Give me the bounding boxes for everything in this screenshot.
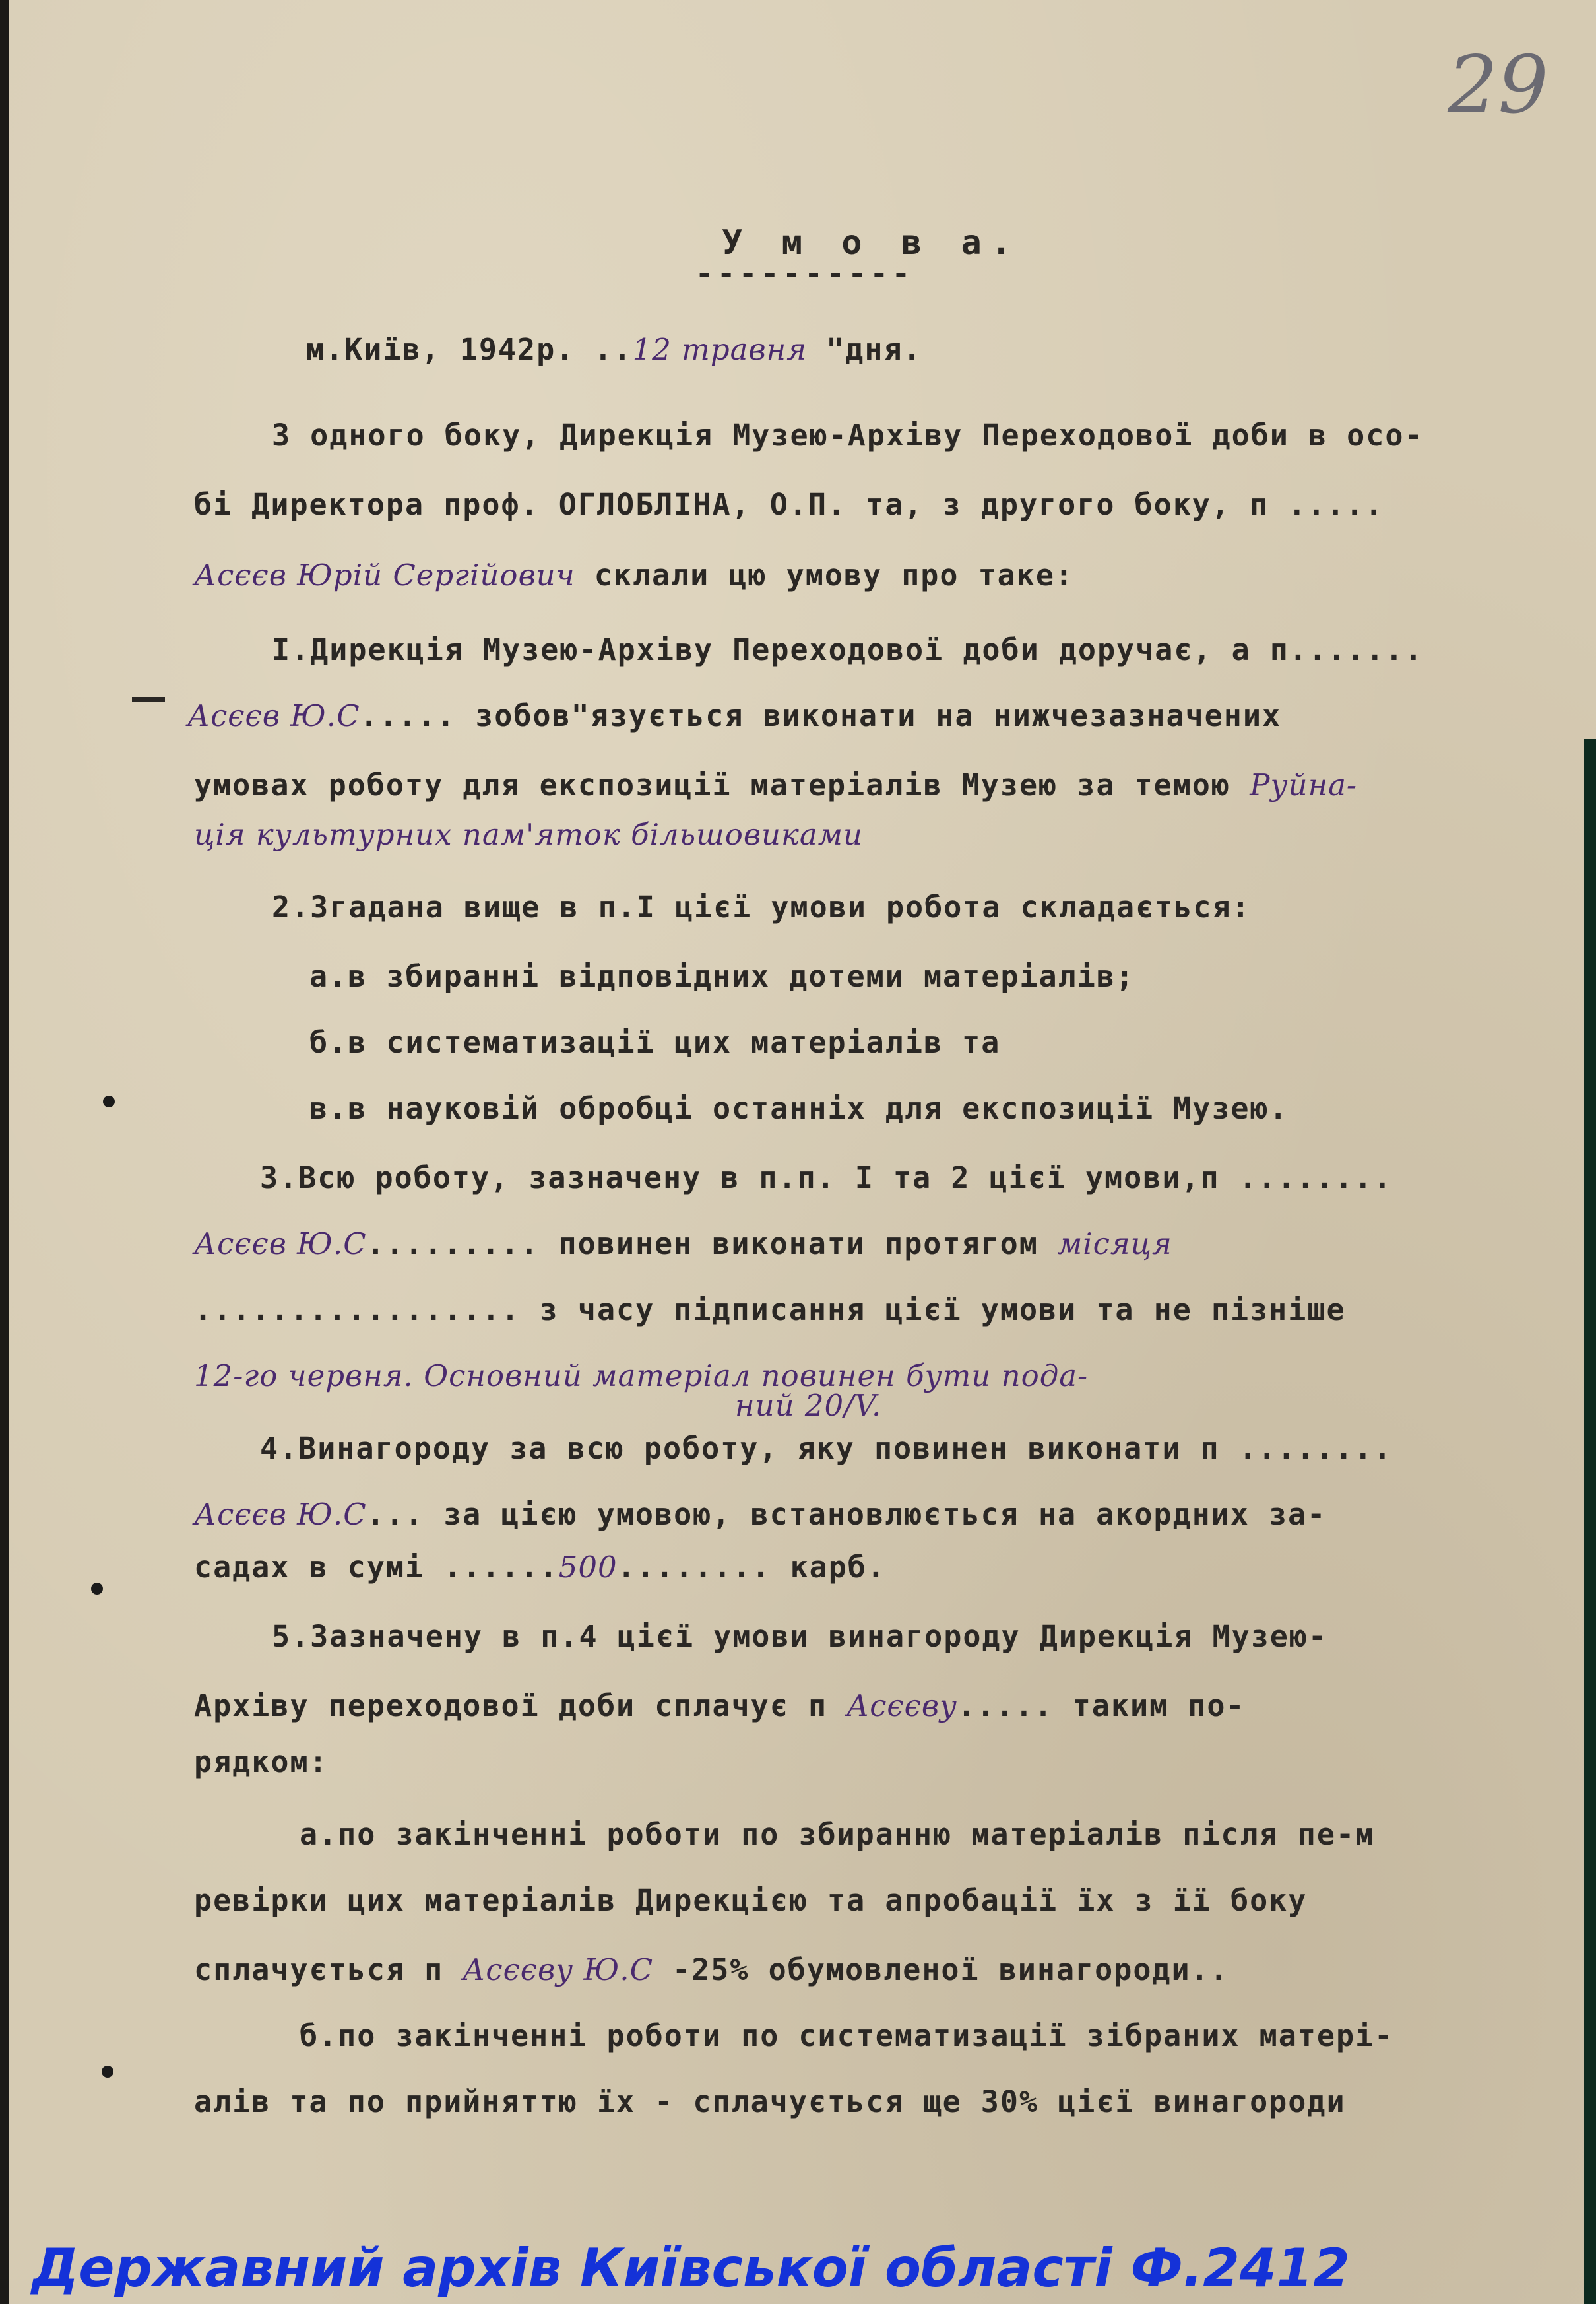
typed-text: б.в систематизації цих матеріалів та	[309, 1025, 1001, 1060]
punch-hole	[102, 2066, 113, 2078]
document-title: У м о в а.	[722, 223, 1021, 263]
text-line-p5a-l3	[194, 1950, 1229, 1990]
handwritten-entry: 12 травня	[632, 332, 808, 367]
handwritten-entry: ція культурних пам'яток більшовиками	[194, 817, 864, 852]
handwritten-entry: ний 20/V.	[735, 1388, 882, 1423]
typed-text: ..... таким по-	[957, 1688, 1246, 1723]
punch-hole	[91, 1583, 103, 1595]
typed-text: склали цю умову про таке:	[575, 558, 1075, 593]
handwritten-entry: Асєєв Ю.С	[194, 1226, 367, 1261]
typed-text: ... за цією умовою, встановлюється на акордних за-	[366, 1497, 1327, 1532]
typed-text: 4.Винагороду за всю роботу, яку повинен виконати п ........	[260, 1431, 1393, 1466]
typed-text: умовах роботу для експозиції матеріалів Музею за темою	[194, 768, 1250, 803]
typed-text: ..... зобов"язується виконати на нижчезазначених	[360, 698, 1282, 733]
binding-edge	[1584, 739, 1596, 2304]
typed-text: в.в науковій обробці останніх для експозиції Музею.	[309, 1091, 1289, 1126]
text-line-p5b-l1	[300, 2016, 1393, 2056]
text-line-p2-b	[309, 1023, 1000, 1063]
text-line-p4-l3	[194, 1548, 886, 1587]
typed-text: ......... повинен виконати протягом	[366, 1226, 1058, 1261]
typed-text: ........ карб.	[617, 1550, 886, 1585]
text-line-p4-l2	[194, 1495, 1326, 1534]
typed-text: 2.Згадана вище в п.І цієї умови робота складається:	[272, 890, 1251, 925]
typed-text: сплачується п	[194, 1952, 463, 1987]
text-line-p5b-l2	[194, 2082, 1346, 2122]
text-line-p2-c	[309, 1089, 1289, 1129]
text-line-p1-l1	[272, 630, 1424, 670]
typed-text: рядком:	[194, 1744, 329, 1779]
handwritten-entry: Асєєв Юрій Сергійович	[194, 558, 575, 593]
margin-mark	[132, 697, 165, 702]
handwritten-entry: Асєєву Ю.С	[463, 1952, 654, 1987]
typed-text: а.по закінченні роботи по збиранню матеріалів після пе-м	[300, 1817, 1375, 1852]
typed-text: ревірки цих матеріалів Дирекцією та апробації їх з її боку	[194, 1883, 1308, 1918]
text-line-p3-l3	[194, 1290, 1346, 1330]
text-line-p3-l5	[735, 1386, 881, 1426]
text-line-p5-l2	[194, 1686, 1246, 1726]
typed-text: Архіву переходової доби сплачує п	[194, 1688, 847, 1723]
text-line-p0-l2	[194, 485, 1384, 525]
text-line-p5-l1	[272, 1617, 1327, 1657]
text-line-p3-l1	[260, 1158, 1392, 1198]
typed-text: 3.Всю роботу, зазначену в п.п. І та 2 цієї умови,п ........	[260, 1160, 1393, 1195]
text-line-place-date	[306, 330, 922, 370]
archive-watermark: Державний архів Київської області Ф.2412	[32, 2237, 1350, 2299]
text-line-p5a-l2	[194, 1881, 1307, 1921]
handwritten-entry: Руйна-	[1250, 768, 1358, 803]
handwritten-entry: Асєєв Ю.С	[194, 1497, 367, 1532]
page-number: 29	[1448, 40, 1548, 131]
handwritten-entry: Асєєв Ю.С	[187, 698, 360, 733]
text-line-p0-l3	[194, 556, 1074, 595]
handwritten-entry: 500	[558, 1550, 618, 1585]
typed-text: І.Дирекція Музею-Архіву Переходової доби доручає, а п.......	[272, 632, 1424, 667]
handwritten-entry: Основний матеріал повинен бути пода-	[424, 1358, 1089, 1393]
text-line-p4-l1	[260, 1429, 1392, 1468]
text-line-p5-l3	[194, 1742, 329, 1782]
typed-text: 5.Зазначену в п.4 цієї умови винагороду Дирекція Музею-	[272, 1619, 1328, 1654]
typed-text: а.в збиранні відповідних дотеми матеріалів;	[309, 959, 1135, 994]
text-line-p3-l2	[194, 1224, 1172, 1264]
handwritten-entry: Асєєву	[846, 1688, 958, 1723]
text-line-p5a-l1	[300, 1815, 1374, 1855]
text-line-p2-a	[309, 957, 1135, 997]
title-underline: ----------	[695, 256, 914, 291]
text-line-p1-l4	[194, 815, 863, 855]
text-line-p3-l4	[194, 1356, 1088, 1396]
typed-text: алів та по прийняттю їх - сплачується ще 30% цієї винагороди	[194, 2084, 1346, 2119]
text-line-p2-l1	[272, 888, 1251, 927]
text-line-p1-l3	[194, 766, 1357, 805]
typed-text: З одного боку, Дирекція Музею-Архіву Переходової доби в осо-	[272, 418, 1424, 453]
text-line-p0-l1	[272, 416, 1424, 455]
typed-text: -25% обумовленої винагороди..	[653, 1952, 1229, 1987]
typed-text: садах в сумі ......	[194, 1550, 559, 1585]
typed-text: м.Київ, 1942р. ..	[306, 332, 633, 367]
handwritten-entry: місяця	[1057, 1226, 1172, 1261]
text-line-p1-l2	[187, 696, 1281, 736]
handwritten-entry: 12-го червня.	[194, 1358, 424, 1393]
typed-text: бі Директора проф. ОГЛОБЛІНА, О.П. та, з другого боку, п .....	[194, 487, 1384, 522]
punch-hole	[103, 1096, 115, 1107]
typed-text: "дня.	[807, 332, 922, 367]
typed-text: б.по закінченні роботи по систематизації зібраних матері-	[300, 2018, 1394, 2053]
typed-text: ................. з часу підписання цієї умови та не пізніше	[194, 1292, 1346, 1327]
document-page	[9, 0, 1596, 2304]
